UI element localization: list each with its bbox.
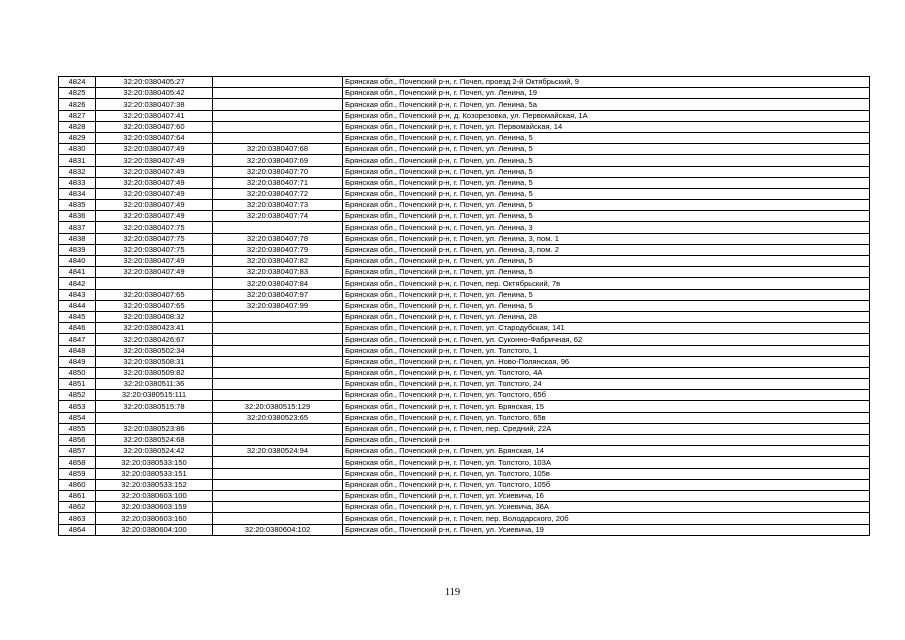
cadastral-number-cell: 32:20:0380407:38 — [96, 99, 213, 110]
table-row — [59, 412, 870, 423]
address-cell: Брянская обл., Почепский р-н, г. Почеп, ул. Толстого, 1 — [343, 345, 870, 356]
row-number-cell: 4855 — [59, 423, 96, 434]
address-cell: Брянская обл., Почепский р-н, г. Почеп, ул. Ленина, 5 — [343, 177, 870, 188]
row-number-cell: 4853 — [59, 401, 96, 412]
table-row — [59, 222, 870, 233]
cadastral-number-cell: 32:20:0380407:60 — [96, 121, 213, 132]
row-number-cell: 4863 — [59, 513, 96, 524]
cadastral-number-cell: 32:20:0380515:111 — [96, 390, 213, 401]
object-cadastral-number-cell — [213, 311, 343, 322]
address-cell: Брянская обл., Почепский р-н, г. Почеп, пер. Октябрьский, 7в — [343, 278, 870, 289]
address-cell: Брянская обл., Почепский р-н, г. Почеп, ул. Толстого, 103А — [343, 457, 870, 468]
row-number-cell: 4843 — [59, 289, 96, 300]
cadastral-number-cell: 32:20:0380407:41 — [96, 110, 213, 121]
cadastral-number-cell: 32:20:0380407:49 — [96, 188, 213, 199]
object-cadastral-number-cell — [213, 367, 343, 378]
address-cell: Брянская обл., Почепский р-н, г. Почеп, ул. Ленина, 5 — [343, 132, 870, 143]
address-cell: Брянская обл., Почепский р-н, г. Почеп, ул. Суконно-Фабричная, 62 — [343, 334, 870, 345]
object-cadastral-number-cell: 32:20:0380407:79 — [213, 244, 343, 255]
table-row — [59, 490, 870, 501]
object-cadastral-number-cell: 32:20:0380407:74 — [213, 211, 343, 222]
row-number-cell: 4832 — [59, 166, 96, 177]
row-number-cell: 4834 — [59, 188, 96, 199]
row-number-cell: 4827 — [59, 110, 96, 121]
address-cell: Брянская обл., Почепский р-н, г. Почеп, ул. Ленина, 5а — [343, 99, 870, 110]
cadastral-number-cell: 32:20:0380423:41 — [96, 323, 213, 334]
table-row — [59, 77, 870, 88]
object-cadastral-number-cell — [213, 457, 343, 468]
row-number-cell: 4835 — [59, 200, 96, 211]
address-cell: Брянская обл., Почепский р-н, г. Почеп, ул. Брянская, 15 — [343, 401, 870, 412]
cadastral-number-cell: 32:20:0380407:75 — [96, 233, 213, 244]
row-number-cell: 4840 — [59, 256, 96, 267]
row-number-cell: 4861 — [59, 490, 96, 501]
address-cell: Брянская обл., Почепский р-н, г. Почеп, ул. Ленина, 19 — [343, 88, 870, 99]
table-row — [59, 446, 870, 457]
address-cell: Брянская обл., Почепский р-н, г. Почеп, ул. Ленина, 5 — [343, 188, 870, 199]
row-number-cell: 4850 — [59, 367, 96, 378]
table-row — [59, 121, 870, 132]
cadastral-number-cell: 32:20:0380407:49 — [96, 144, 213, 155]
table-row — [59, 468, 870, 479]
object-cadastral-number-cell: 32:20:0380407:69 — [213, 155, 343, 166]
row-number-cell: 4858 — [59, 457, 96, 468]
object-cadastral-number-cell — [213, 222, 343, 233]
object-cadastral-number-cell — [213, 490, 343, 501]
table-row — [59, 390, 870, 401]
page-number: 119 — [444, 587, 461, 598]
object-cadastral-number-cell — [213, 390, 343, 401]
table-row — [59, 244, 870, 255]
table-row — [59, 334, 870, 345]
table-row — [59, 132, 870, 143]
object-cadastral-number-cell: 32:20:0380407:71 — [213, 177, 343, 188]
cadastral-number-cell: 32:20:0380407:64 — [96, 132, 213, 143]
table-row — [59, 300, 870, 311]
cadastral-number-cell — [96, 412, 213, 423]
address-cell: Брянская обл., Почепский р-н, г. Почеп, ул. Ленина, 5 — [343, 200, 870, 211]
object-cadastral-number-cell — [213, 345, 343, 356]
cadastral-number-cell: 32:20:0380603:159 — [96, 502, 213, 513]
table-row — [59, 311, 870, 322]
object-cadastral-number-cell — [213, 121, 343, 132]
cadastral-number-cell: 32:20:0380515:78 — [96, 401, 213, 412]
row-number-cell: 4824 — [59, 77, 96, 88]
cadastral-number-cell: 32:20:0380603:100 — [96, 490, 213, 501]
object-cadastral-number-cell: 32:20:0380604:102 — [213, 524, 343, 535]
address-cell: Брянская обл., Почепский р-н, г. Почеп, ул. Стародубская, 141 — [343, 323, 870, 334]
row-number-cell: 4828 — [59, 121, 96, 132]
address-cell: Брянская обл., Почепский р-н, г. Почеп, ул. Ленина, 28 — [343, 311, 870, 322]
table-row — [59, 435, 870, 446]
address-cell: Брянская обл., Почепский р-н, д. Козорезовка, ул. Первомайская, 1А — [343, 110, 870, 121]
cadastral-number-cell: 32:20:0380405:42 — [96, 88, 213, 99]
object-cadastral-number-cell — [213, 334, 343, 345]
row-number-cell: 4839 — [59, 244, 96, 255]
address-cell: Брянская обл., Почепский р-н, г. Почеп, ул. Ново-Полянская, 96 — [343, 356, 870, 367]
object-cadastral-number-cell: 32:20:0380515:129 — [213, 401, 343, 412]
object-cadastral-number-cell — [213, 423, 343, 434]
object-cadastral-number-cell — [213, 99, 343, 110]
table-row — [59, 379, 870, 390]
cadastral-number-cell: 32:20:0380405:27 — [96, 77, 213, 88]
address-cell: Брянская обл., Почепский р-н, г. Почеп, ул. Усиевича, 16 — [343, 490, 870, 501]
cadastral-number-cell: 32:20:0380407:49 — [96, 267, 213, 278]
address-cell: Брянская обл., Почепский р-н, г. Почеп, ул. Толстого, 24 — [343, 379, 870, 390]
object-cadastral-number-cell: 32:20:0380407:99 — [213, 300, 343, 311]
table-row — [59, 144, 870, 155]
object-cadastral-number-cell: 32:20:0380407:68 — [213, 144, 343, 155]
row-number-cell: 4829 — [59, 132, 96, 143]
address-cell: Брянская обл., Почепский р-н, г. Почеп, ул. Ленина, 5 — [343, 289, 870, 300]
object-cadastral-number-cell — [213, 323, 343, 334]
object-cadastral-number-cell: 32:20:0380523:65 — [213, 412, 343, 423]
object-cadastral-number-cell: 32:20:0380407:70 — [213, 166, 343, 177]
row-number-cell: 4845 — [59, 311, 96, 322]
table-row — [59, 110, 870, 121]
row-number-cell: 4859 — [59, 468, 96, 479]
row-number-cell: 4851 — [59, 379, 96, 390]
row-number-cell: 4837 — [59, 222, 96, 233]
object-cadastral-number-cell — [213, 468, 343, 479]
cadastral-number-cell — [96, 278, 213, 289]
cadastral-number-cell: 32:20:0380511:36 — [96, 379, 213, 390]
object-cadastral-number-cell — [213, 88, 343, 99]
cadastral-number-cell: 32:20:0380533:152 — [96, 479, 213, 490]
registry-table-body — [59, 77, 870, 536]
row-number-cell: 4836 — [59, 211, 96, 222]
table-row — [59, 356, 870, 367]
address-cell: Брянская обл., Почепский р-н, г. Почеп, ул. Ленина, 5 — [343, 211, 870, 222]
object-cadastral-number-cell — [213, 479, 343, 490]
address-cell: Брянская обл., Почепский р-н, г. Почеп, пер. Средний, 22А — [343, 423, 870, 434]
row-number-cell: 4825 — [59, 88, 96, 99]
object-cadastral-number-cell: 32:20:0380407:84 — [213, 278, 343, 289]
table-row — [59, 367, 870, 378]
cadastral-number-cell: 32:20:0380407:49 — [96, 200, 213, 211]
row-number-cell: 4831 — [59, 155, 96, 166]
address-cell: Брянская обл., Почепский р-н, г. Почеп, пер. Володарского, 20б — [343, 513, 870, 524]
address-cell: Брянская обл., Почепский р-н, г. Почеп, ул. Ленина, 5 — [343, 155, 870, 166]
address-cell: Брянская обл., Почепский р-н, г. Почеп, ул. Брянская, 14 — [343, 446, 870, 457]
object-cadastral-number-cell — [213, 513, 343, 524]
address-cell: Брянская обл., Почепский р-н, г. Почеп, ул. Ленина, 3, пом. 2 — [343, 244, 870, 255]
cadastral-number-cell: 32:20:0380604:100 — [96, 524, 213, 535]
address-cell: Брянская обл., Почепский р-н, г. Почеп, ул. Толстого, 4А — [343, 367, 870, 378]
cadastral-number-cell: 32:20:0380524:42 — [96, 446, 213, 457]
cadastral-number-cell: 32:20:0380523:86 — [96, 423, 213, 434]
address-cell: Брянская обл., Почепский р-н, г. Почеп, ул. Толстого, 65б — [343, 390, 870, 401]
row-number-cell: 4844 — [59, 300, 96, 311]
object-cadastral-number-cell — [213, 77, 343, 88]
table-row — [59, 479, 870, 490]
table-row — [59, 88, 870, 99]
table-row — [59, 267, 870, 278]
row-number-cell: 4854 — [59, 412, 96, 423]
row-number-cell: 4862 — [59, 502, 96, 513]
table-row — [59, 345, 870, 356]
object-cadastral-number-cell: 32:20:0380407:78 — [213, 233, 343, 244]
address-cell: Брянская обл., Почепский р-н, г. Почеп, ул. Толстого, 105б — [343, 479, 870, 490]
table-row — [59, 233, 870, 244]
table-row — [59, 200, 870, 211]
address-cell: Брянская обл., Почепский р-н, г. Почеп, ул. Ленина, 5 — [343, 267, 870, 278]
table-row — [59, 256, 870, 267]
table-row — [59, 502, 870, 513]
row-number-cell: 4849 — [59, 356, 96, 367]
table-row — [59, 211, 870, 222]
row-number-cell: 4848 — [59, 345, 96, 356]
cadastral-number-cell: 32:20:0380533:151 — [96, 468, 213, 479]
object-cadastral-number-cell: 32:20:0380524:94 — [213, 446, 343, 457]
cadastral-number-cell: 32:20:0380407:75 — [96, 222, 213, 233]
cadastral-number-cell: 32:20:0380603:160 — [96, 513, 213, 524]
address-cell: Брянская обл., Почепский р-н, г. Почеп, ул. Ленина, 5 — [343, 256, 870, 267]
table-row — [59, 166, 870, 177]
cadastral-number-cell: 32:20:0380407:49 — [96, 166, 213, 177]
row-number-cell: 4842 — [59, 278, 96, 289]
table-row — [59, 323, 870, 334]
address-cell: Брянская обл., Почепский р-н, г. Почеп, ул. Ленина, 5 — [343, 166, 870, 177]
address-cell: Брянская обл., Почепский р-н, г. Почеп, ул. Усиевича, 36А — [343, 502, 870, 513]
object-cadastral-number-cell: 32:20:0380407:73 — [213, 200, 343, 211]
row-number-cell: 4830 — [59, 144, 96, 155]
cadastral-number-cell: 32:20:0380502:34 — [96, 345, 213, 356]
cadastral-number-cell: 32:20:0380407:65 — [96, 300, 213, 311]
cadastral-number-cell: 32:20:0380407:49 — [96, 177, 213, 188]
address-cell: Брянская обл., Почепский р-н, г. Почеп, ул. Ленина, 3 — [343, 222, 870, 233]
address-cell: Брянская обл., Почепский р-н, г. Почеп, ул. Ленина, 3, пом. 1 — [343, 233, 870, 244]
row-number-cell: 4857 — [59, 446, 96, 457]
address-cell: Брянская обл., Почепский р-н, г. Почеп, ул. Ленина, 5 — [343, 300, 870, 311]
cadastral-number-cell: 32:20:0380509:82 — [96, 367, 213, 378]
address-cell: Брянская обл., Почепский р-н, г. Почеп, ул. Ленина, 5 — [343, 144, 870, 155]
object-cadastral-number-cell — [213, 435, 343, 446]
object-cadastral-number-cell: 32:20:0380407:72 — [213, 188, 343, 199]
cadastral-number-cell: 32:20:0380426:67 — [96, 334, 213, 345]
object-cadastral-number-cell — [213, 132, 343, 143]
cadastral-number-cell: 32:20:0380508:31 — [96, 356, 213, 367]
cadastral-number-cell: 32:20:0380407:65 — [96, 289, 213, 300]
object-cadastral-number-cell — [213, 502, 343, 513]
row-number-cell: 4847 — [59, 334, 96, 345]
cadastral-number-cell: 32:20:0380408:32 — [96, 311, 213, 322]
table-row — [59, 524, 870, 535]
cadastral-number-cell: 32:20:0380407:75 — [96, 244, 213, 255]
table-row — [59, 401, 870, 412]
address-cell: Брянская обл., Почепский р-н — [343, 435, 870, 446]
object-cadastral-number-cell — [213, 379, 343, 390]
object-cadastral-number-cell — [213, 110, 343, 121]
table-row — [59, 289, 870, 300]
row-number-cell: 4852 — [59, 390, 96, 401]
address-cell: Брянская обл., Почепский р-н, г. Почеп, ул. Толстого, 105в — [343, 468, 870, 479]
row-number-cell: 4826 — [59, 99, 96, 110]
row-number-cell: 4838 — [59, 233, 96, 244]
row-number-cell: 4860 — [59, 479, 96, 490]
table-row — [59, 99, 870, 110]
address-cell: Брянская обл., Почепский р-н, г. Почеп, ул. Первомайская, 14 — [343, 121, 870, 132]
row-number-cell: 4846 — [59, 323, 96, 334]
address-cell: Брянская обл., Почепский р-н, г. Почеп, ул. Усиевича, 19 — [343, 524, 870, 535]
table-row — [59, 457, 870, 468]
address-cell: Брянская обл., Почепский р-н, г. Почеп, проезд 2-й Октябрьский, 9 — [343, 77, 870, 88]
table-row — [59, 423, 870, 434]
table-row — [59, 513, 870, 524]
cadastral-number-cell: 32:20:0380407:49 — [96, 211, 213, 222]
table-row — [59, 177, 870, 188]
row-number-cell: 4833 — [59, 177, 96, 188]
row-number-cell: 4864 — [59, 524, 96, 535]
cadastral-number-cell: 32:20:0380407:49 — [96, 155, 213, 166]
table-row — [59, 278, 870, 289]
object-cadastral-number-cell: 32:20:0380407:82 — [213, 256, 343, 267]
address-cell: Брянская обл., Почепский р-н, г. Почеп, ул. Толстого, 65в — [343, 412, 870, 423]
registry-table — [58, 76, 870, 536]
row-number-cell: 4841 — [59, 267, 96, 278]
cadastral-number-cell: 32:20:0380524:68 — [96, 435, 213, 446]
cadastral-number-cell: 32:20:0380407:49 — [96, 256, 213, 267]
object-cadastral-number-cell: 32:20:0380407:83 — [213, 267, 343, 278]
row-number-cell: 4856 — [59, 435, 96, 446]
object-cadastral-number-cell: 32:20:0380407:97 — [213, 289, 343, 300]
object-cadastral-number-cell — [213, 356, 343, 367]
cadastral-number-cell: 32:20:0380533:150 — [96, 457, 213, 468]
table-row — [59, 155, 870, 166]
table-row — [59, 188, 870, 199]
